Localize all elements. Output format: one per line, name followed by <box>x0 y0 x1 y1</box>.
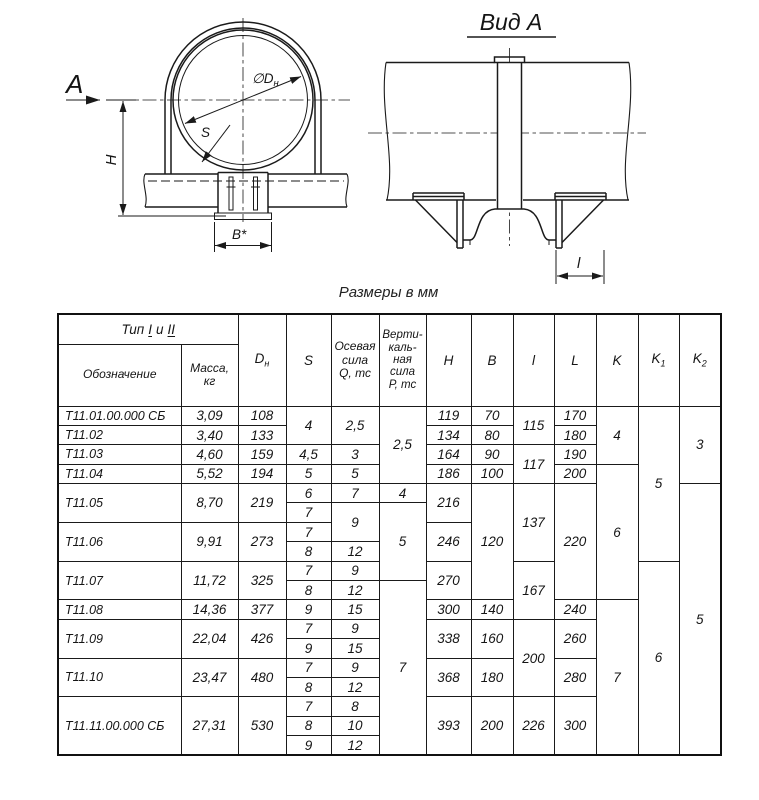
cell: 11,72 <box>181 561 238 600</box>
cell: 7 <box>379 581 426 756</box>
cell: 273 <box>238 522 286 561</box>
cell-designation: Т11.06 <box>58 522 181 561</box>
cell: 167 <box>513 561 554 619</box>
beam-lines <box>145 174 347 207</box>
cell: 7 <box>286 522 331 541</box>
cell: 180 <box>471 658 513 697</box>
cell: 300 <box>426 600 471 619</box>
front-view-drawing <box>64 18 350 252</box>
cell: 7 <box>286 697 331 716</box>
cell: 159 <box>238 445 286 464</box>
cell-designation: Т11.02 <box>58 425 181 444</box>
cell: 5,52 <box>181 464 238 483</box>
cell: 23,47 <box>181 658 238 697</box>
col-header-h: H <box>426 314 471 406</box>
height-label: Н <box>103 154 120 166</box>
cell: 4 <box>596 406 638 464</box>
cell: 160 <box>471 619 513 658</box>
cell: 6 <box>286 484 331 503</box>
cell: 5 <box>379 503 426 581</box>
cell: 9 <box>331 503 379 542</box>
left-bracket-plate <box>413 193 464 200</box>
cell: 2,5 <box>331 406 379 445</box>
cell: 338 <box>426 619 471 658</box>
diameter-label: $\emptyset D_н$ <box>252 71 279 89</box>
col-header-s: S <box>286 314 331 406</box>
cell: 5 <box>638 406 679 561</box>
cell-designation: Т11.09 <box>58 619 181 658</box>
cell: 10 <box>331 716 379 735</box>
cell: 15 <box>331 639 379 658</box>
cell-designation: Т11.04 <box>58 464 181 483</box>
right-bracket-rib <box>556 200 562 248</box>
cell: 200 <box>513 619 554 697</box>
cell: 260 <box>554 619 596 658</box>
cell: 190 <box>554 445 596 464</box>
cell: 119 <box>426 406 471 425</box>
cell: 280 <box>554 658 596 697</box>
cell: 164 <box>426 445 471 464</box>
cell: 226 <box>513 697 554 755</box>
cell: 393 <box>426 697 471 755</box>
cell: 8 <box>331 697 379 716</box>
cell: 200 <box>554 464 596 483</box>
cell: 8 <box>286 581 331 600</box>
cell: 8 <box>286 716 331 735</box>
cell: 9 <box>331 561 379 580</box>
cell: 8,70 <box>181 484 238 523</box>
cell: 6 <box>638 561 679 755</box>
cell: 7 <box>331 484 379 503</box>
beam-break-lines <box>144 174 348 207</box>
cell: 120 <box>471 484 513 600</box>
cell: 80 <box>471 425 513 444</box>
technical-drawings <box>0 0 759 312</box>
cell-designation: Т11.11.00.000 СБ <box>58 697 181 755</box>
cell: 9 <box>286 639 331 658</box>
right-bracket-gusset <box>562 200 604 243</box>
col-header-k1: $K_1$ <box>638 314 679 406</box>
view-a-title: Вид А <box>479 9 543 35</box>
cell: 70 <box>471 406 513 425</box>
cell: 9 <box>331 619 379 638</box>
cell: 22,04 <box>181 619 238 658</box>
cell: 7 <box>286 658 331 677</box>
wall-thickness-label: S <box>201 125 211 140</box>
cell: 377 <box>238 600 286 619</box>
cell-designation: Т11.03 <box>58 445 181 464</box>
cell: 4,5 <box>286 445 331 464</box>
cell: 117 <box>513 445 554 484</box>
col-header-vertical-force: Верти- каль- ная сила Р, тс <box>379 314 426 406</box>
cell: 100 <box>471 464 513 483</box>
cell: 137 <box>513 484 554 562</box>
height-extension-lines <box>106 100 226 216</box>
l-label: l <box>577 255 581 272</box>
cell: 15 <box>331 600 379 619</box>
cell: 530 <box>238 697 286 755</box>
cell: 133 <box>238 425 286 444</box>
cell-designation: Т11.01.00.000 СБ <box>58 406 181 425</box>
cell: 426 <box>238 619 286 658</box>
cell: 368 <box>426 658 471 697</box>
cell: 7 <box>286 619 331 638</box>
cell: 12 <box>331 581 379 600</box>
col-header-b: B <box>471 314 513 406</box>
cell: 5 <box>286 464 331 483</box>
cell: 3,09 <box>181 406 238 425</box>
cell: 219 <box>238 484 286 523</box>
left-bracket-gusset <box>416 200 458 243</box>
cell: 4,60 <box>181 445 238 464</box>
cell: 7 <box>286 503 331 522</box>
cell: 186 <box>426 464 471 483</box>
shoe-slot-left <box>229 177 233 210</box>
cell: 3,40 <box>181 425 238 444</box>
cell: 27,31 <box>181 697 238 755</box>
cell: 480 <box>238 658 286 697</box>
cell: 12 <box>331 542 379 561</box>
cell: 200 <box>471 697 513 755</box>
cell: 246 <box>426 522 471 561</box>
col-header-type: Тип I и II <box>58 314 238 344</box>
cell: 12 <box>331 677 379 696</box>
cell: 4 <box>379 484 426 503</box>
col-header-designation: Обозначение <box>58 344 181 406</box>
cell: 180 <box>554 425 596 444</box>
view-direction-letter: А <box>66 69 84 99</box>
cell: 3 <box>331 445 379 464</box>
strap-fill <box>498 63 521 209</box>
cell: 5 <box>679 484 721 755</box>
dimensions-table <box>57 313 722 756</box>
cell-designation: Т11.05 <box>58 484 181 523</box>
col-header-l-small: l <box>513 314 554 406</box>
cell: 194 <box>238 464 286 483</box>
width-label: В* <box>232 227 247 242</box>
cell: 9 <box>331 658 379 677</box>
cell: 325 <box>238 561 286 600</box>
cell: 8 <box>286 542 331 561</box>
cell: 134 <box>426 425 471 444</box>
cell: 7 <box>596 600 638 755</box>
cell: 3 <box>679 406 721 484</box>
cell: 270 <box>426 561 471 600</box>
cell-designation: Т11.08 <box>58 600 181 619</box>
col-header-k2: $K_2$ <box>679 314 721 406</box>
cell: 240 <box>554 600 596 619</box>
shoe-slot-right <box>254 177 258 210</box>
cell: 5 <box>331 464 379 483</box>
col-header-k: K <box>596 314 638 406</box>
cell: 9 <box>286 736 331 755</box>
cell: 4 <box>286 406 331 445</box>
left-bracket-rib <box>457 200 463 248</box>
cell: 216 <box>426 484 471 523</box>
cell: 108 <box>238 406 286 425</box>
side-view-drawing <box>368 9 646 284</box>
cell: 9,91 <box>181 522 238 561</box>
cell-designation: Т11.10 <box>58 658 181 697</box>
cell: 12 <box>331 736 379 755</box>
cell: 2,5 <box>379 406 426 484</box>
cell: 115 <box>513 406 554 445</box>
right-bracket-plate <box>555 193 606 200</box>
col-header-l-big: L <box>554 314 596 406</box>
cell: 140 <box>471 600 513 619</box>
cell: 220 <box>554 484 596 600</box>
units-note: Размеры в мм <box>338 284 439 301</box>
cell-designation: Т11.07 <box>58 561 181 600</box>
cell: 9 <box>286 600 331 619</box>
cell: 170 <box>554 406 596 425</box>
cell: 14,36 <box>181 600 238 619</box>
table-row <box>58 406 721 425</box>
cell: 8 <box>286 677 331 696</box>
col-header-axial-force: Осевая сила Q, тс <box>331 314 379 406</box>
col-header-mass: Масса, кг <box>181 344 238 406</box>
cell: 6 <box>596 464 638 600</box>
cell: 300 <box>554 697 596 755</box>
cell: 90 <box>471 445 513 464</box>
col-header-dn: $D_н$ <box>238 314 286 406</box>
cell: 7 <box>286 561 331 580</box>
